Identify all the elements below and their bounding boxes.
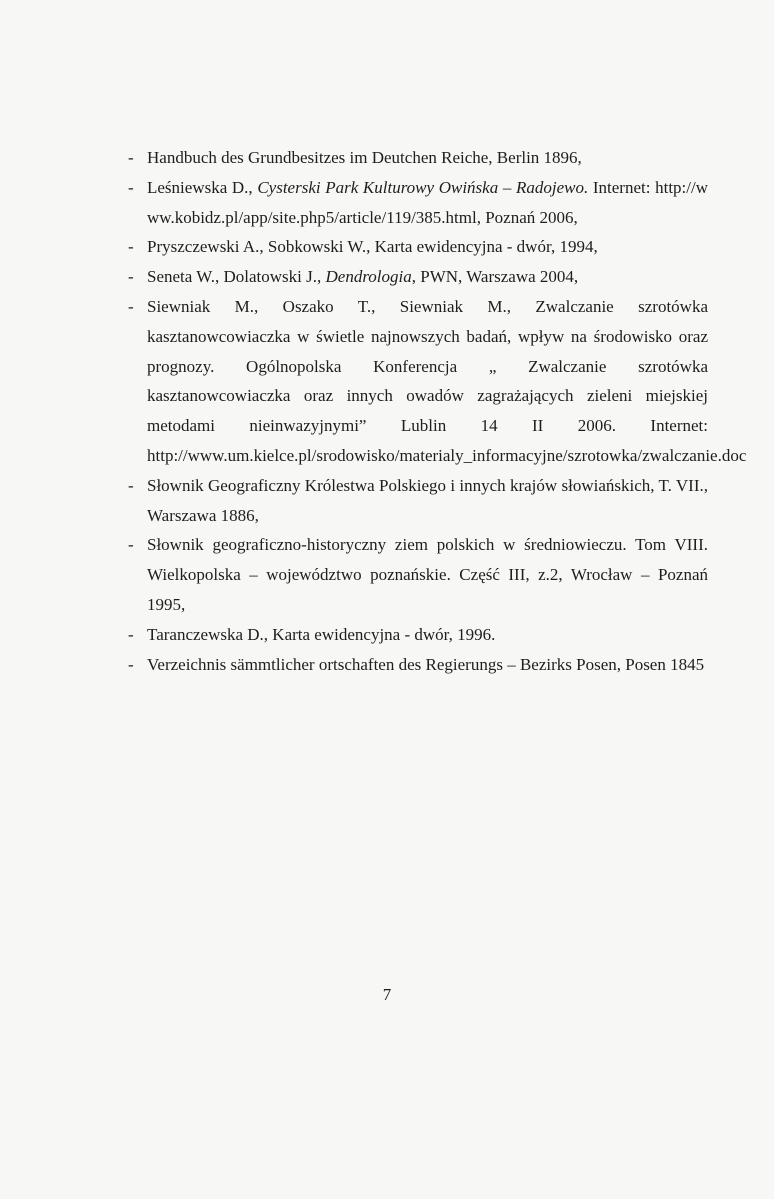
- entry-title-italic: Dendrologia: [325, 267, 412, 287]
- entry-text: Verzeichnis sämmtlicher ortschaften des Regierungs – Bezirks Posen, Posen 1845: [147, 654, 705, 674]
- entry-text: [147, 173, 708, 233]
- entry-dash: -: [128, 237, 134, 257]
- entry-dash: -: [128, 475, 134, 495]
- entry-text: [147, 262, 708, 292]
- entry-dash: -: [128, 624, 134, 644]
- entry-dash: -: [128, 267, 134, 287]
- bibliography-entry: [128, 530, 708, 619]
- entry-author: Leśniewska D.,: [147, 177, 258, 197]
- entry-dash: -: [128, 148, 134, 167]
- entry-dash: -: [128, 535, 134, 555]
- bibliography-entry: [128, 173, 708, 233]
- entry-title-italic: Cysterski Park Kulturowy Owińska – Radojewo.: [257, 177, 589, 197]
- entry-text: Siewniak M., Oszako T., Siewniak M., Zwalczanie szrotówka kasztanowcowiaczka w świetle najnowszych badań, wpływ na środowisko oraz prognozy. Ogólnopolska Konferencja „ Zwalczanie szrotówka kasztanowcowiaczka oraz innych owadów zagrażających zieleni miejskiej metodami nieinwazyjnymi” Lublin 14 II 2006. Internet: http://www.um.kielce.pl/srodowisko/materialy_informacyjne/szrotowka/zwalczanie.doc: [147, 296, 747, 465]
- page-number: 7: [382, 985, 392, 1004]
- bibliography-list: [128, 143, 747, 679]
- entry-text: Słownik geograficzno-historyczny ziem polskich w średniowieczu. Tom VIII. Wielkopolska – województwo poznańskie. Część III, z.2, Wrocław – Poznań 1995,: [147, 535, 708, 614]
- bibliography-entry: [128, 143, 708, 173]
- bibliography-entry: [128, 471, 708, 531]
- entry-dash: -: [128, 654, 134, 674]
- bibliography-entry: [128, 292, 747, 471]
- entry-author: Seneta W., Dolatowski J.,: [147, 267, 326, 287]
- bibliography-entry: [128, 650, 708, 680]
- entry-source: Internet: http://www.kobidz.pl/app/site.php5/article/119/385.html, Poznań 2006,: [147, 177, 708, 227]
- bibliography-entry: [128, 232, 708, 262]
- entry-text: Pryszczewski A., Sobkowski W., Karta ewidencyjna - dwór, 1994,: [147, 237, 598, 257]
- entry-dash: -: [128, 296, 134, 316]
- entry-text: Taranczewska D., Karta ewidencyjna - dwór, 1996.: [147, 624, 496, 644]
- entry-text: Słownik Geograficzny Królestwa Polskiego i innych krajów słowiańskich, T. VII., Warszawa 1886,: [147, 475, 708, 525]
- bibliography-entry: [128, 262, 708, 292]
- entry-text: Handbuch des Grundbesitzes im Deutchen Reiche, Berlin 1896,: [147, 148, 582, 167]
- bibliography-entry: [128, 620, 708, 650]
- entry-dash: -: [128, 177, 134, 197]
- entry-source: , PWN, Warszawa 2004,: [411, 267, 579, 287]
